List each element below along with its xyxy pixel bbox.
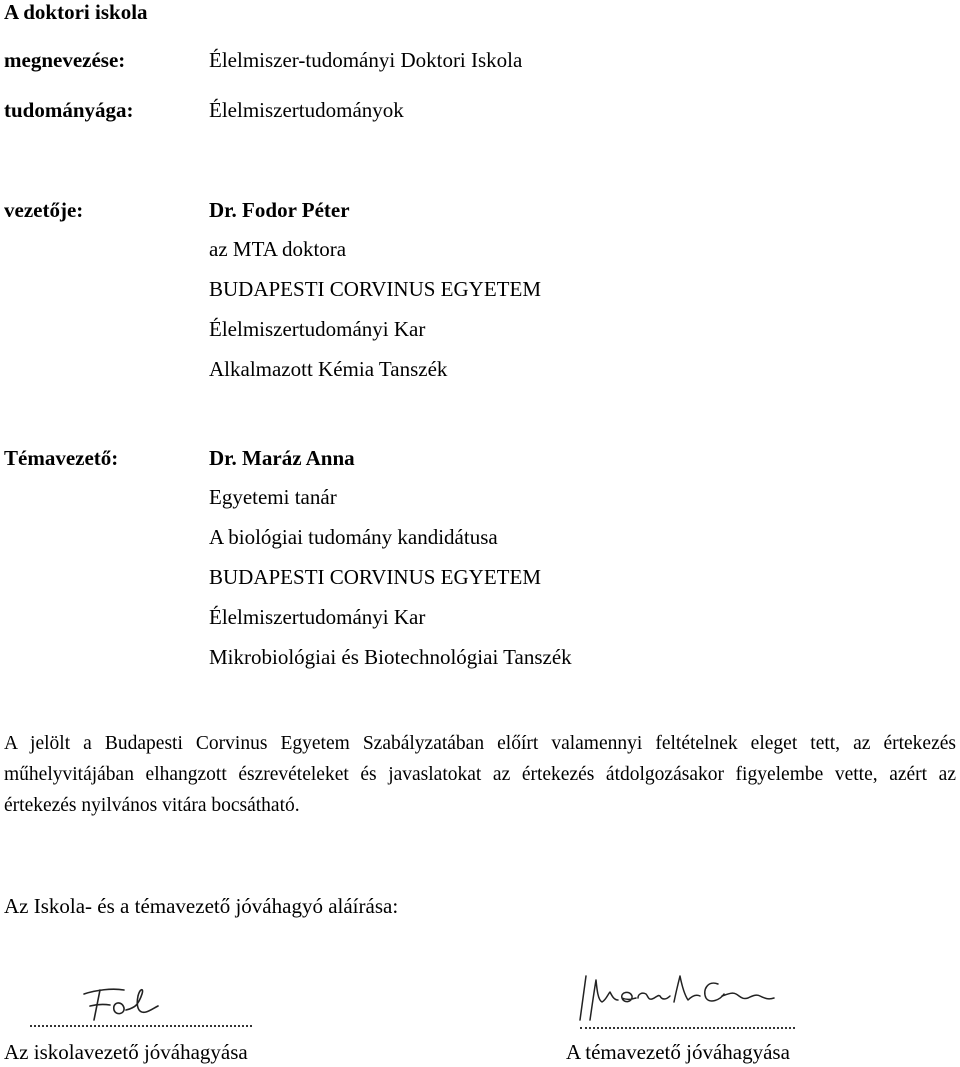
school-heading: A doktori iskola (4, 0, 148, 24)
supervisor-position: Egyetemi tanár (209, 485, 337, 509)
supervisor-department: Mikrobiológiai és Biotechnológiai Tanszék (209, 645, 572, 669)
supervisor-label: Témavezető: (4, 446, 119, 470)
right-signature-caption: A témavezető jóváhagyása (566, 1040, 790, 1064)
school-field-value: Élelmiszertudományok (209, 98, 404, 122)
leader-department: Alkalmazott Kémia Tanszék (209, 357, 448, 381)
supervisor-university: BUDAPESTI CORVINUS EGYETEM (209, 565, 541, 589)
leader-label: vezetője: (4, 198, 84, 222)
leader-title: az MTA doktora (209, 237, 347, 261)
school-field-label: tudományága: (4, 98, 134, 122)
left-signature-caption: Az iskolavezető jóváhagyása (4, 1040, 248, 1064)
leader-university: BUDAPESTI CORVINUS EGYETEM (209, 277, 541, 301)
leader-name: Dr. Fodor Péter (209, 198, 350, 222)
leader-faculty: Élelmiszertudományi Kar (209, 317, 426, 341)
supervisor-faculty: Élelmiszertudományi Kar (209, 605, 426, 629)
supervisor-name: Dr. Maráz Anna (209, 446, 355, 470)
left-signature (78, 980, 188, 1025)
statement-paragraph: A jelölt a Budapesti Corvinus Egyetem Szabályzatában előírt valamennyi feltételnek eleget tett, az értekezés műhelyvitájában elhangzott észrevételeket és javaslatokat az értekezés átdolgozásakor figyelembe vette, azért az értekezés nyilvános vitára bocsátható. (4, 733, 956, 816)
approval-heading: Az Iskola- és a témavezető jóváhagyó aláírása: (4, 894, 399, 918)
school-name-value: Élelmiszer-tudományi Doktori Iskola (209, 48, 523, 72)
right-signature-line (580, 1027, 795, 1029)
supervisor-degree: A biológiai tudomány kandidátusa (209, 525, 498, 549)
school-name-label: megnevezése: (4, 48, 126, 72)
left-signature-line (30, 1025, 252, 1027)
right-signature (572, 966, 782, 1028)
